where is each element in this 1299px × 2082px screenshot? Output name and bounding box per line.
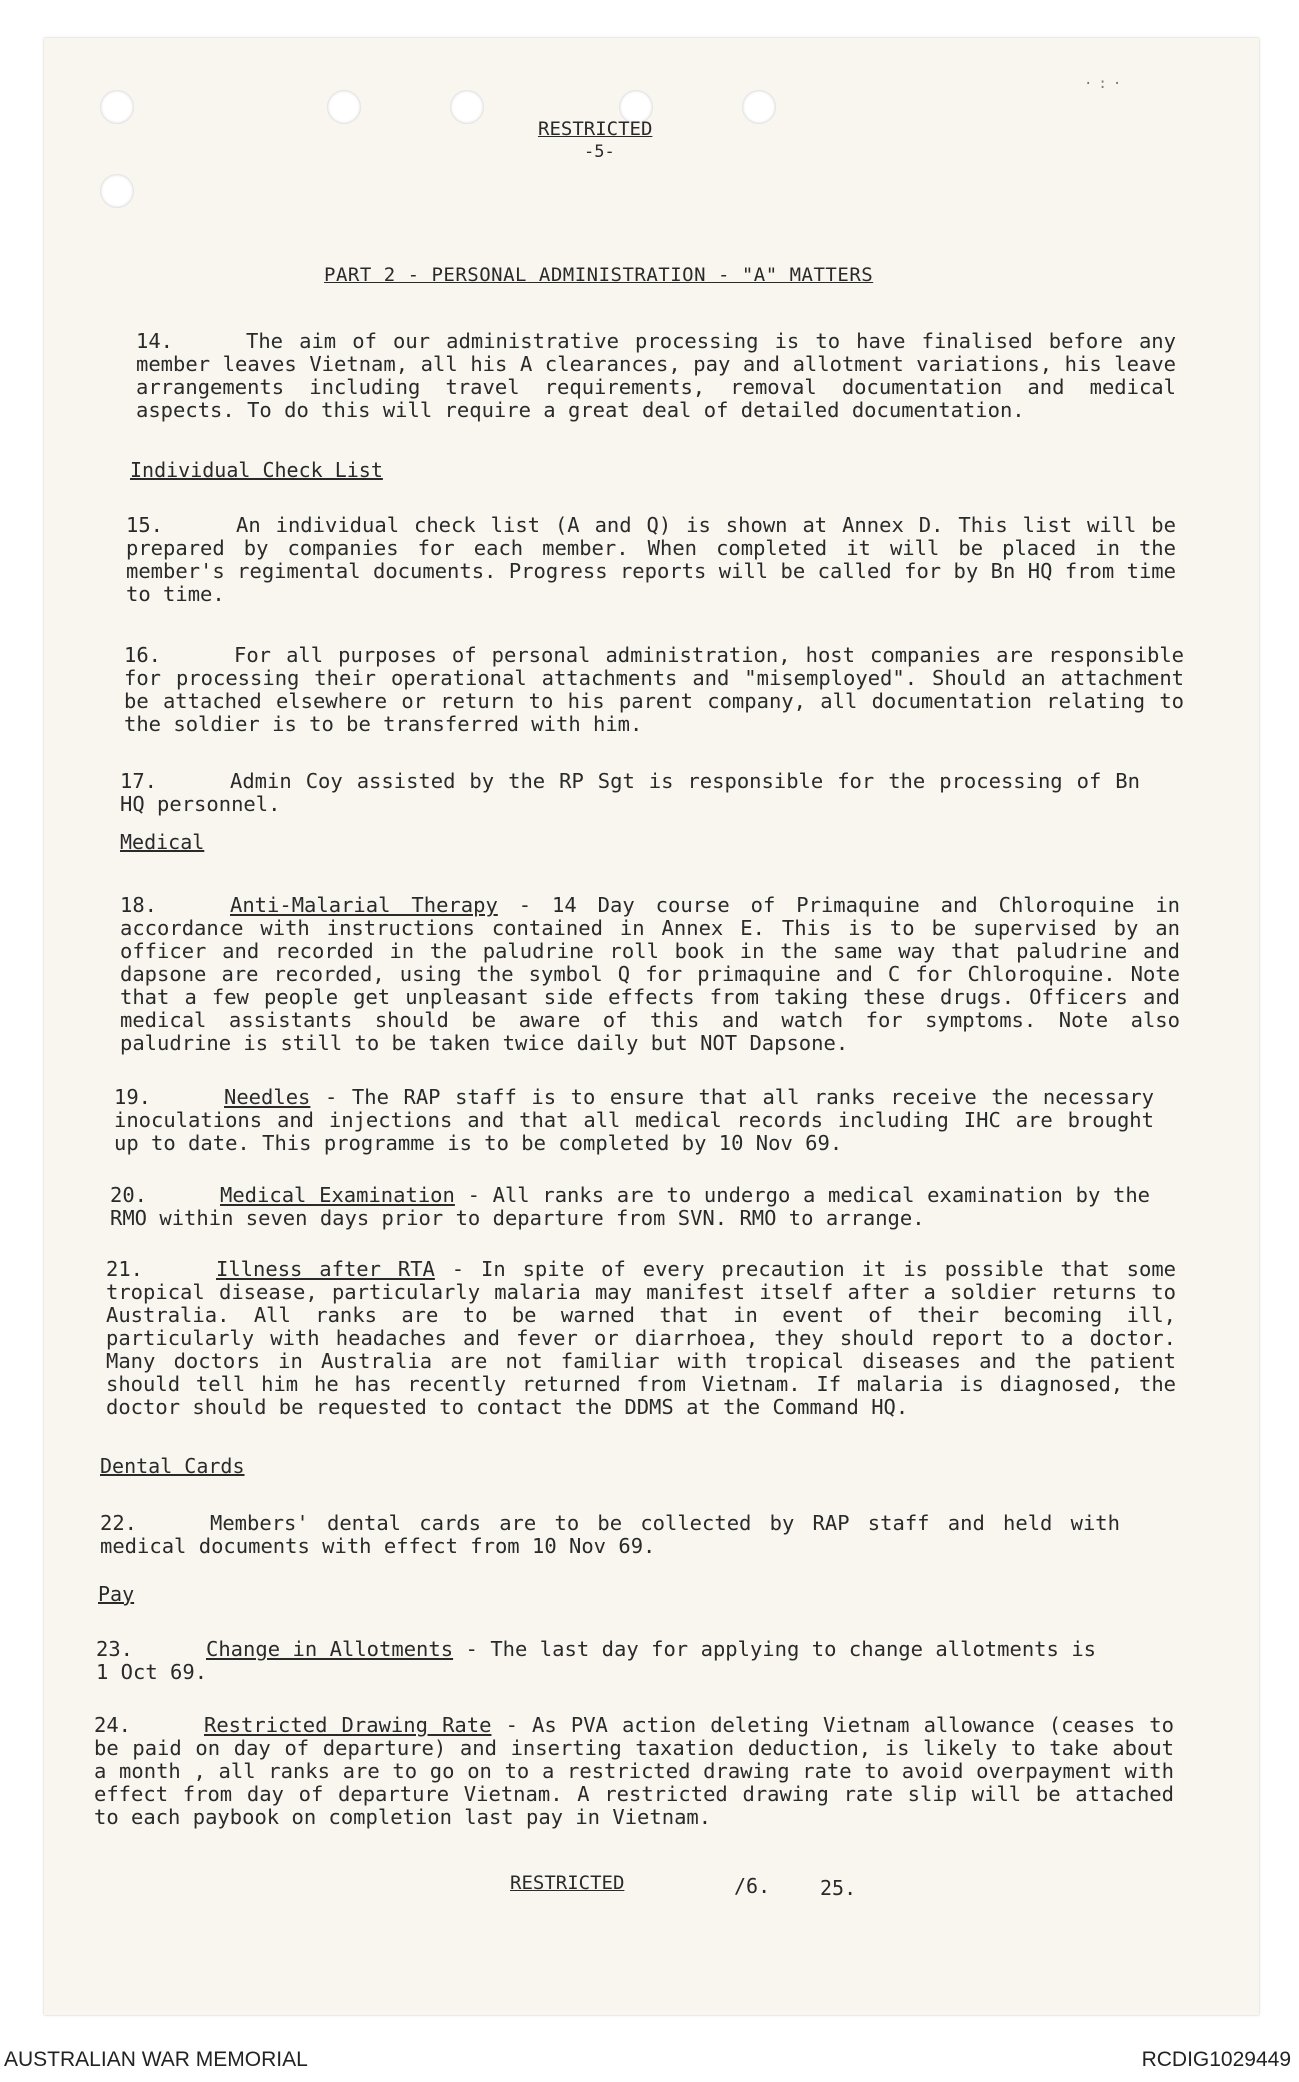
paragraph-number: 19. (114, 1085, 152, 1109)
paragraph-text: - All ranks are to undergo a medical examination by the RMO within seven days prior to departure from SVN. RMO to arrange. (110, 1183, 1151, 1230)
credit-item-id: RCDIG1029449 (1141, 2048, 1291, 2071)
section-heading-individual-check-list: Individual Check List (130, 458, 383, 482)
header-page-number: -5- (584, 142, 615, 162)
paragraph-heading: Needles (224, 1085, 311, 1109)
paragraph-21 (106, 1258, 1176, 1419)
punch-hole-top-1 (327, 90, 361, 124)
paragraph-number: 18. (120, 893, 158, 917)
paragraph-number: 15. (126, 513, 164, 537)
credit-institution: AUSTRALIAN WAR MEMORIAL (4, 2048, 308, 2071)
paragraph-number: 22. (100, 1511, 138, 1535)
paragraph-number: 14. (136, 329, 174, 353)
paragraph-number: 24. (94, 1713, 132, 1737)
punch-hole-top-left (100, 90, 134, 124)
paragraph-text: - In spite of every precaution it is possible that some tropical disease, particularly malaria may manifest itself after a soldier returns to Australia. All ranks are to be warned that in event of their becoming ill, particularly with headaches and fever or diarrhoea, they should report to a doctor. Many doctors in Australia are not familiar with tropical diseases and the patient should tell him he has recently returned from Vietnam. If malaria is diagnosed, the doctor should be requested to contact the DDMS at the Command HQ. (106, 1257, 1176, 1419)
paragraph-text: Members' dental cards are to be collected by RAP staff and held with medical documents with effect from 10 Nov 69. (100, 1511, 1120, 1558)
document-sheet (44, 38, 1259, 2015)
section-heading-medical: Medical (120, 830, 205, 854)
paragraph-24 (94, 1714, 1174, 1829)
paragraph-text: The aim of our administrative processing is to have finalised before any member leaves Vietnam, all his A clearances, pay and allotment variations, his leave arrangements including travel requirements, removal documentation and medical aspects. To do this will require a great deal of detailed documentation. (136, 329, 1176, 422)
paragraph-number: 21. (106, 1257, 144, 1281)
paragraph-heading: Restricted Drawing Rate (204, 1713, 492, 1737)
paragraph-19 (114, 1086, 1154, 1155)
footer-classification: RESTRICTED (510, 1872, 625, 1894)
paragraph-text: - The RAP staff is to ensure that all ranks receive the necessary inoculations and injections and that all medical records including IHC are brought up to date. This programme is to be completed by 10 Nov 69. (114, 1085, 1154, 1155)
paragraph-16 (124, 644, 1184, 736)
paragraph-20 (110, 1184, 1150, 1230)
paragraph-heading: Change in Allotments (206, 1637, 454, 1661)
paragraph-text: - 14 Day course of Primaquine and Chloroquine in accordance with instructions contained in Annex E. This is to be supervised by an officer and recorded in the paludrine roll book in the same way that paludrine and dapsone are recorded, using the symbol Q for primaquine and C for Chloroquine. Note that a few people get unpleasant side effects from taking these drugs. Officers and medical assistants should be aware of this and watch for symptoms. Note also paludrine is still to be taken twice daily but NOT Dapsone. (120, 893, 1180, 1055)
paragraph-heading: Illness after RTA (216, 1257, 435, 1281)
paragraph-15 (126, 514, 1176, 606)
paragraph-number: 20. (110, 1183, 148, 1207)
section-heading-dental-cards: Dental Cards (100, 1454, 245, 1478)
punch-hole-left (100, 174, 134, 208)
footer-next-page: /6. (734, 1874, 771, 1898)
paragraph-heading: Anti-Malarial Therapy (230, 893, 498, 917)
part-title: PART 2 - PERSONAL ADMINISTRATION - "A" MATTERS (324, 264, 874, 286)
paragraph-17 (120, 770, 1140, 816)
paragraph-number: 17. (120, 769, 158, 793)
paragraph-18 (120, 894, 1180, 1055)
paragraph-text: - The last day for applying to change allotments is 1 Oct 69. (96, 1637, 1096, 1684)
section-heading-pay: Pay (98, 1582, 135, 1606)
punch-hole-top-4 (742, 90, 776, 124)
paper-specks: ·:· (1084, 76, 1128, 92)
paragraph-number: 23. (96, 1637, 134, 1661)
header-classification: RESTRICTED (538, 118, 653, 140)
paragraph-23 (96, 1638, 1096, 1684)
paragraph-22 (100, 1512, 1120, 1558)
footer-next-paragraph: 25. (820, 1876, 857, 1900)
paragraph-text: - As PVA action deleting Vietnam allowance (ceases to be paid on day of departure) and inserting taxation deduction, is likely to take about a month , all ranks are to go on to a restricted drawing rate to avoid overpayment with effect from day of departure Vietnam. A restricted drawing rate slip will be attached to each paybook on completion last pay in Vietnam. (94, 1713, 1174, 1829)
paragraph-heading: Medical Examination (220, 1183, 455, 1207)
paragraph-text: An individual check list (A and Q) is shown at Annex D. This list will be prepared by companies for each member. When completed it will be placed in the member's regimental documents. Progress reports will be called for by Bn HQ from time to time. (126, 513, 1176, 606)
punch-hole-top-2 (450, 90, 484, 124)
paragraph-text: For all purposes of personal administration, host companies are responsible for processing their operational attachments and "misemployed". Should an attachment be attached elsewhere or return to his parent company, all documentation relating to the soldier is to be transferred with him. (124, 643, 1184, 736)
paragraph-number: 16. (124, 643, 162, 667)
paragraph-text: Admin Coy assisted by the RP Sgt is responsible for the processing of Bn HQ personnel. (120, 769, 1140, 816)
paragraph-14 (136, 330, 1176, 422)
